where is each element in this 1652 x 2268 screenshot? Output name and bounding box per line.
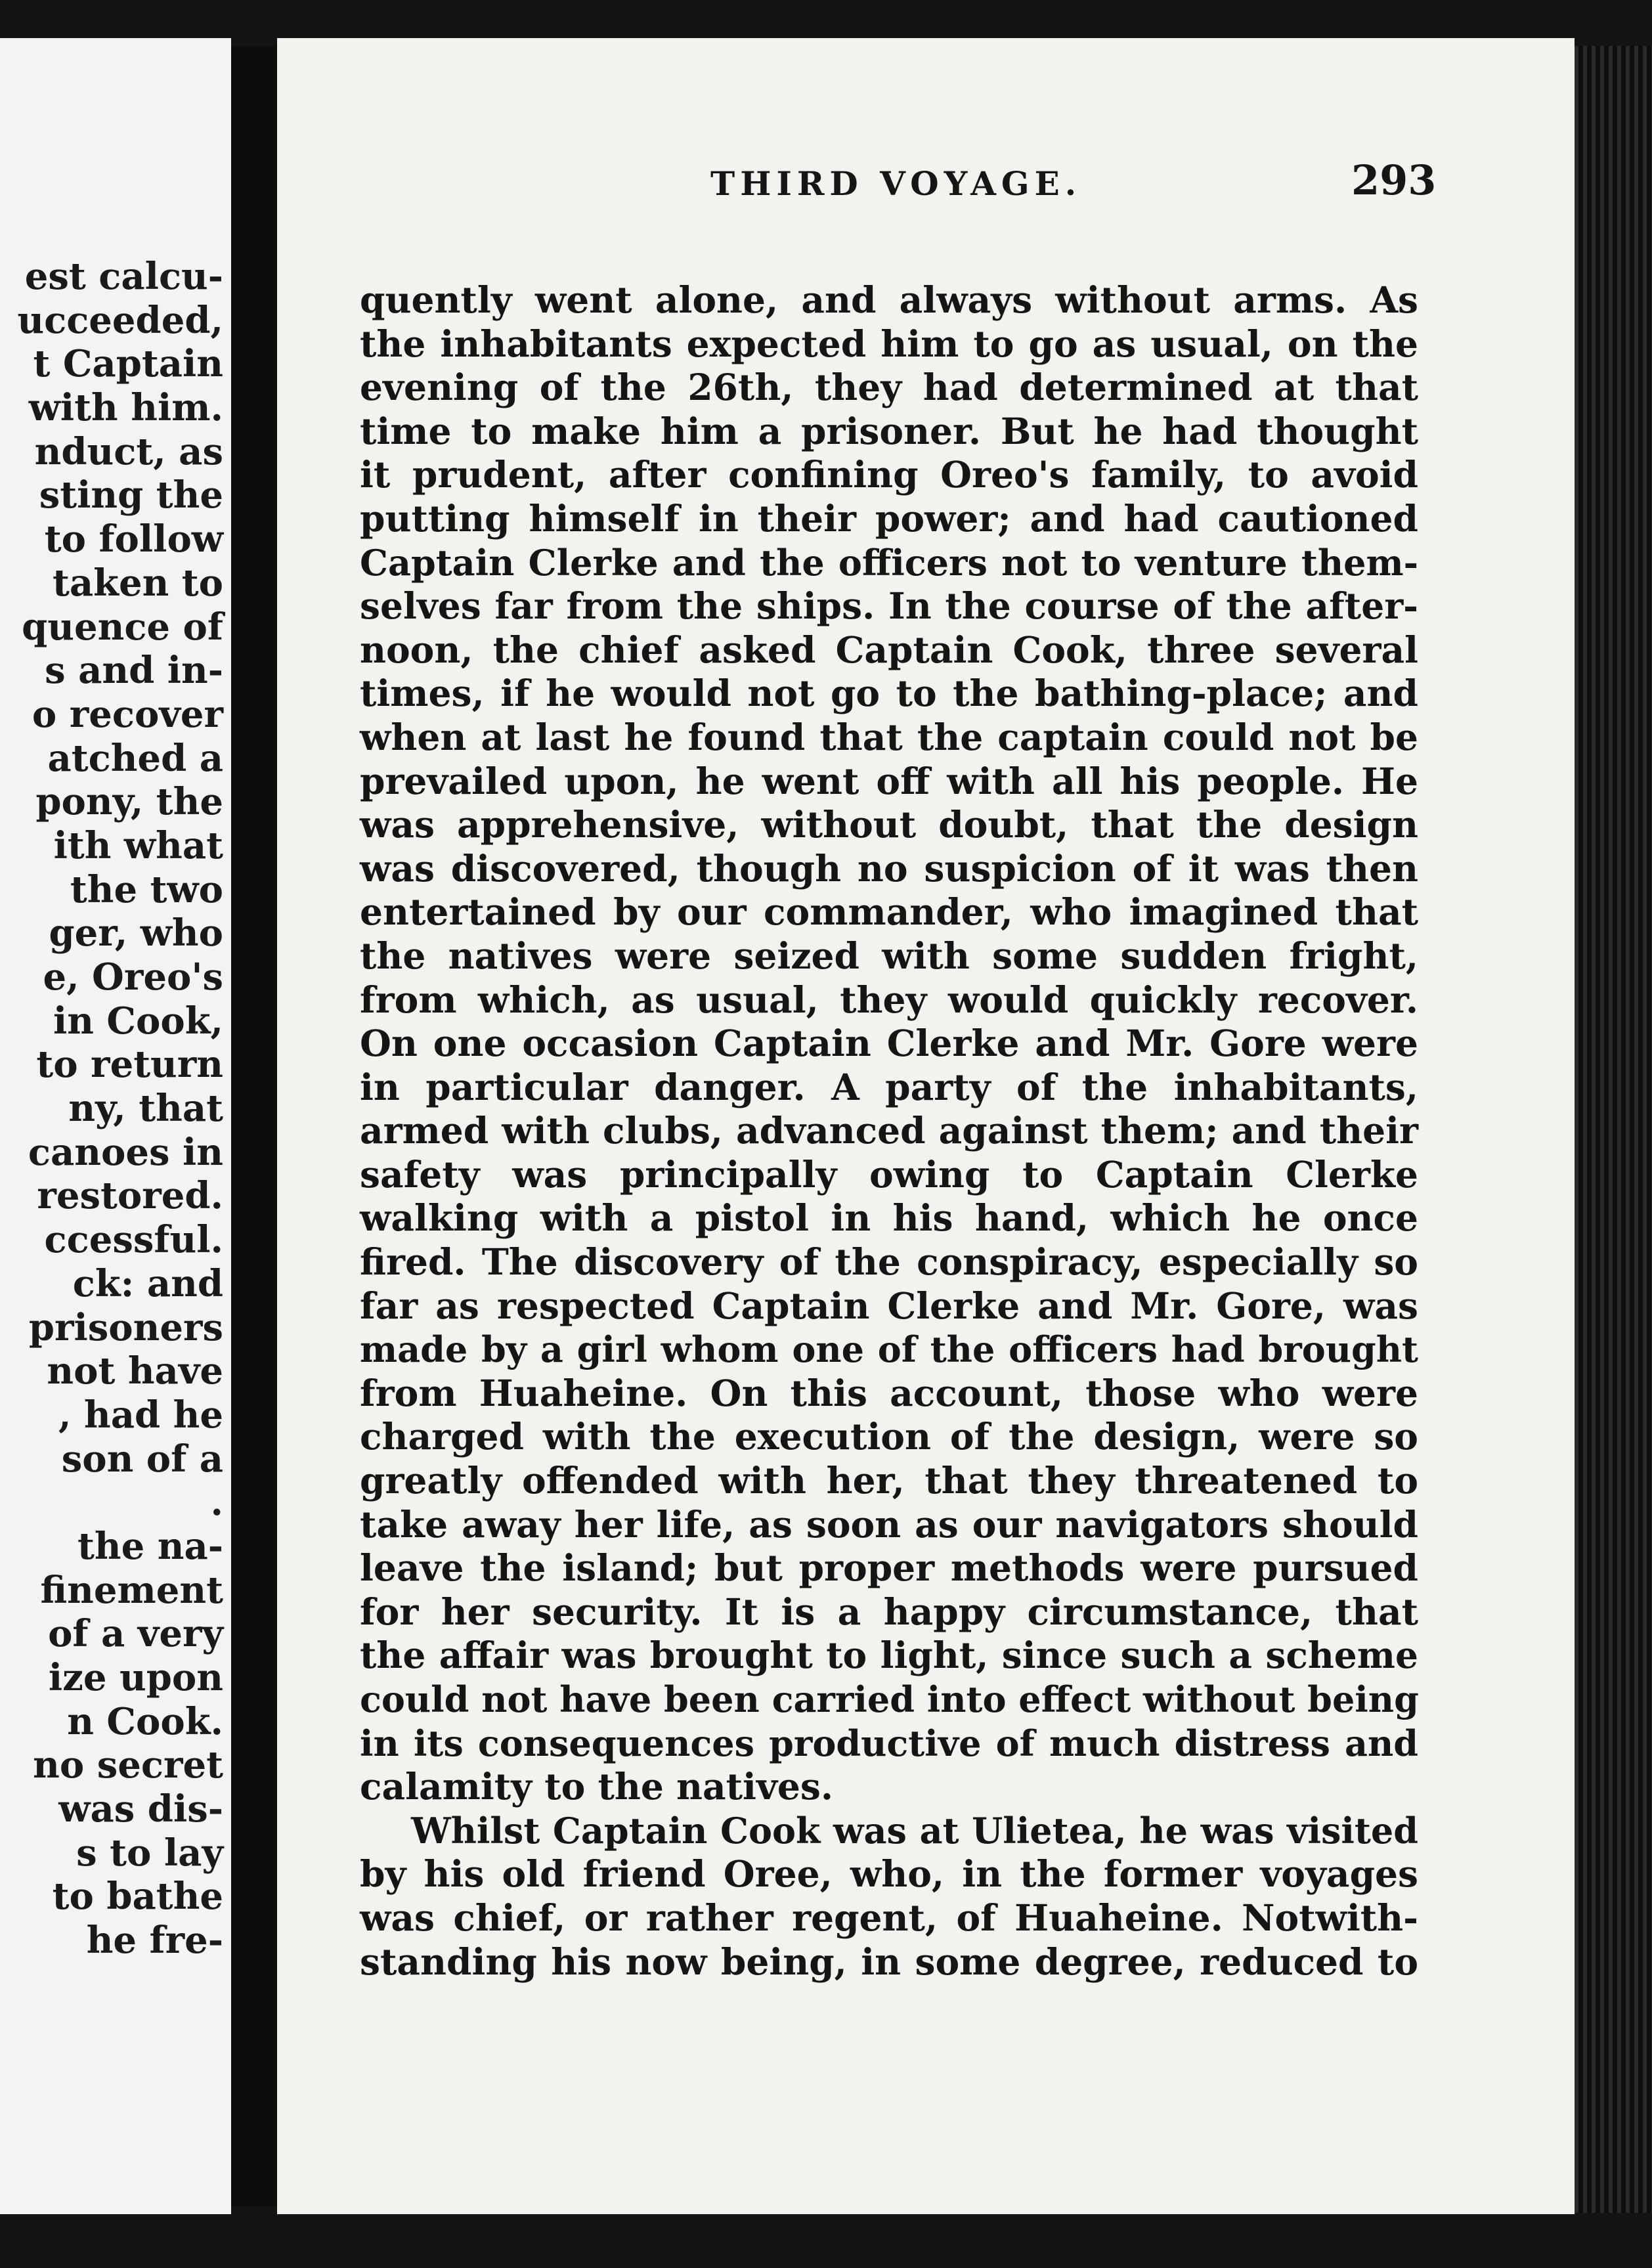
text-line: time to make him a prisoner. But he had thought <box>360 409 1418 452</box>
text-line: it prudent, after confining Oreo's family, to avoid <box>360 453 1418 496</box>
text-line: far as respected Captain Clerke and Mr. Gore, was <box>360 1284 1418 1327</box>
page-number: 293 <box>1351 156 1437 204</box>
left-page-line: was dis- <box>58 1787 223 1831</box>
left-page-line: sting the <box>39 473 223 517</box>
text-line: evening of the 26th, they had determined at that <box>360 366 1418 409</box>
book-gutter <box>231 46 277 2206</box>
left-page-line: not have <box>47 1349 223 1393</box>
text-line: prevailed upon, he went off with all his people. He <box>360 759 1418 802</box>
left-page-line: o recover <box>32 692 223 736</box>
left-page-line: of a very <box>48 1612 223 1656</box>
left-page-line: to follow <box>44 517 223 561</box>
left-page-line: to bathe <box>52 1875 223 1919</box>
text-line: in its consequences productive of much distress and <box>360 1722 1418 1764</box>
text-line: could not have been carried into effect without being <box>360 1678 1419 1720</box>
left-page-line: ucceeded, <box>17 298 223 342</box>
text-line: the affair was brought to light, since such a scheme <box>360 1634 1418 1677</box>
text-line: Captain Clerke and the officers not to venture them- <box>360 541 1418 584</box>
paragraph-first-line: Whilst Captain Cook was at Ulietea, he was visited <box>411 1809 1418 1852</box>
left-page-line: quence of <box>22 605 223 649</box>
left-page-line: . <box>210 1481 223 1525</box>
text-line: walking with a pistol in his hand, which he once <box>360 1196 1418 1240</box>
left-page-line: ize upon <box>48 1656 223 1699</box>
left-page-line: he fre- <box>86 1919 223 1963</box>
left-page-line: prisoners <box>28 1305 223 1349</box>
left-page-line: canoes in <box>28 1130 223 1174</box>
text-line: made by a girl whom one of the officers had brought <box>360 1328 1418 1371</box>
running-header: THIRD VOYAGE. <box>710 164 1082 203</box>
text-line: leave the island; but proper methods were pursued <box>360 1546 1418 1590</box>
page-edges <box>1575 46 1652 2213</box>
left-page-line: s and in- <box>45 649 223 693</box>
text-line: greatly offended with her, that they threatened to <box>360 1459 1418 1502</box>
left-page-line: ny, that <box>68 1087 223 1131</box>
left-page-line: nduct, as <box>34 429 223 473</box>
left-page-line: atched a <box>47 736 223 780</box>
text-line: On one occasion Captain Clerke and Mr. Gore were <box>360 1022 1418 1065</box>
text-line: armed with clubs, advanced against them; and their <box>360 1109 1418 1152</box>
text-line: quently went alone, and always without arms. As <box>360 278 1418 321</box>
text-line: when at last he found that the captain could not be <box>360 715 1418 758</box>
left-page-line: ck: and <box>72 1261 223 1305</box>
text-line: take away her life, as soon as our navigators should <box>360 1502 1418 1546</box>
text-line: was chief, or rather regent, of Huaheine. Notwith- <box>360 1896 1418 1939</box>
text-line: was discovered, though no suspicion of it was then <box>360 846 1418 890</box>
left-facing-page <box>0 38 231 2214</box>
left-page-line: pony, the <box>35 780 223 824</box>
text-line: putting himself in their power; and had cautioned <box>360 496 1418 540</box>
left-page-line: t Captain <box>33 342 223 386</box>
text-line: entertained by our commander, who imagined that <box>360 890 1418 934</box>
left-page-line: with him. <box>28 386 223 430</box>
left-page-line: the na- <box>77 1524 223 1568</box>
text-line: noon, the chief asked Captain Cook, three several <box>360 628 1418 671</box>
left-page-line: s to lay <box>76 1831 223 1875</box>
text-line: fired. The discovery of the conspiracy, especially so <box>360 1240 1418 1284</box>
left-page-line: to return <box>36 1043 223 1087</box>
text-line: in particular danger. A party of the inhabitants, <box>360 1065 1418 1108</box>
left-page-line: ccessful. <box>44 1218 223 1262</box>
body-text <box>360 278 1418 1984</box>
left-page-line: e, Oreo's <box>43 955 223 999</box>
left-page-line: restored. <box>37 1174 223 1218</box>
left-page-line: ger, who <box>49 911 223 955</box>
text-line: the natives were seized with some sudden fright, <box>360 934 1418 977</box>
text-line: for her security. It is a happy circumstance, that <box>360 1590 1418 1633</box>
left-page-line: son of a <box>61 1437 223 1481</box>
left-page-line: no secret <box>33 1743 223 1787</box>
left-page-line: finement <box>40 1568 223 1612</box>
left-page-line: in Cook, <box>53 999 223 1043</box>
left-page-line: n Cook. <box>67 1699 223 1743</box>
paragraph-last-line: calamity to the natives. <box>360 1765 834 1808</box>
left-page-line: the two <box>70 867 223 911</box>
text-line: the inhabitants expected him to go as usual, on the <box>360 322 1418 365</box>
text-line: safety was principally owing to Captain Clerke <box>360 1152 1418 1196</box>
text-line: selves far from the ships. In the course of the after- <box>360 584 1418 628</box>
left-page-line: taken to <box>52 561 223 605</box>
left-page-line: ith what <box>53 823 223 867</box>
left-page-line: est calcu- <box>24 255 223 298</box>
text-line: from which, as usual, they would quickly recover. <box>360 978 1418 1021</box>
left-page-line: , had he <box>58 1393 223 1437</box>
text-line: charged with the execution of the design, were so <box>360 1415 1418 1458</box>
text-line: by his old friend Oree, who, in the former voyages <box>360 1852 1418 1896</box>
text-line: standing his now being, in some degree, reduced to <box>360 1940 1418 1983</box>
left-page-text-column <box>0 255 223 1963</box>
text-line: was apprehensive, without doubt, that the design <box>360 803 1418 846</box>
text-line: from Huaheine. On this account, those who were <box>360 1371 1418 1414</box>
text-line: times, if he would not go to the bathing-place; and <box>360 672 1418 715</box>
